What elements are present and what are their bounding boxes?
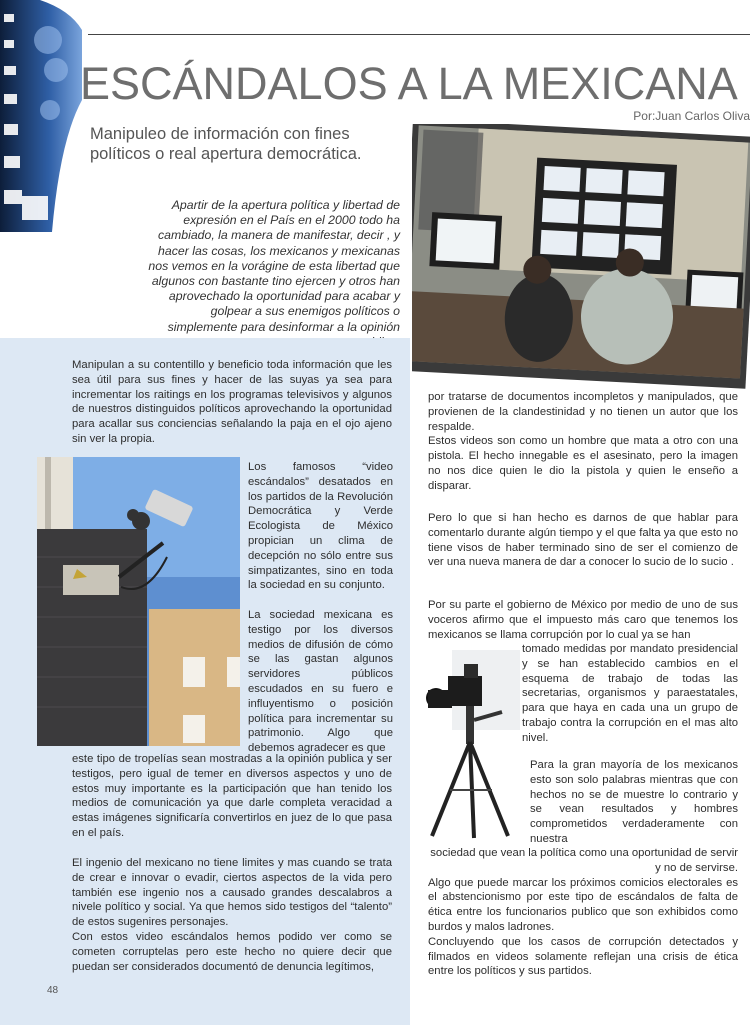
article-subtitle: Manipuleo de información con fines políticos o real apertura democrática. [90, 125, 362, 163]
top-rule [88, 34, 750, 35]
body-paragraph: tomado medidas por mandato presidencial y se han establecido cambios en el esquema de trabajo de todas las secretarias, organismos y paraestatales, para que haya en cada una un grupo de trabajo contra la corrupción en el mas alto nivel. [522, 643, 738, 744]
security-camera-photo [37, 457, 240, 746]
body-paragraph: este tipo de tropelías sean mostradas a la opinión publica y ser testigos, pero igual de temer en diversos aspectos y uno de estos muy importante es la participación que han tenido los medios de comunicación ya que darle completa veracidad a estas imágenes significaría convertirlos en juez de lo que pasa en el país. [72, 753, 392, 839]
body-paragraph: Pero lo que si han hecho es darnos de que hablar para comentarlo durante algún tiempo y el que falta ya que esto no tiene visos de haber terminado sino de ser el comienzo de ver una nueva manera de dar a conocer lo sucio de lo sucio . [428, 512, 738, 569]
body-paragraph: sociedad que vean la política como una oportunidad de servir y no de servirse. [430, 847, 738, 874]
body-paragraph: Por su parte el gobierno de México por medio de uno de sus voceros afirmo que el impuesto más caro que tenemos los mexicanos se llama corrupción por lo cual ya se han [428, 599, 738, 641]
body-paragraph: La sociedad mexicana es testigo por los diversos medios de difusión de cómo se las gastan algunos servidores públicos escudados en su fuero e influyentismo o posición política para incrementar su patrimonio. Algo que debemos agradecer es que [248, 609, 393, 755]
page-number: 48 [47, 985, 59, 996]
body-paragraph: Los famosos “video escándalos” desatados en los partidos de la Revolución Democrática y Verde Ecologista de México propician un clima de decepción no sólo entre sus simpatizantes, sino en toda la sociedad en su conjunto. [248, 461, 393, 592]
right-column-bottom [428, 846, 738, 979]
left-column-bottom [72, 856, 392, 974]
article-title: ESCÁNDALOS A LA MEXICANA [80, 58, 738, 109]
body-paragraph: Estos videos son como un hombre que mata a otro con una pistola. El hecho innegable es el asesinato, pero la imagen no nos dice quien le dio la pistola y quien le enseño a disparar. [428, 435, 738, 492]
tripod-camera-photo [422, 650, 520, 840]
control-room-photo [412, 124, 750, 392]
byline: Por:Juan Carlos Oliva [633, 109, 750, 123]
body-paragraph: Con estos video escándalos hemos podido ver como se cometen corruptelas pero este hecho no quiere decir que puedan ser considerados documentó de denuncia legítimos, [72, 930, 392, 973]
body-paragraph: Algo que puede marcar los próximos comicios electorales es el abstencionismo por este tipo de escándalos de falta de ética entre los funcionarios publico que son exhibidos como burdos y malos ladrones. [428, 876, 738, 933]
film-strip-graphic [0, 0, 82, 232]
body-paragraph: El ingenio del mexicano no tiene limites y mas cuando se trata de crear e innovar o evadir, ciertos aspectos de la vida pero también ese ingenio nos a causado grandes descalabros a nivele político y social. Ya que hemos sido testigos del “talento” de estos sugenires personajes. [72, 857, 392, 929]
intro-paragraph: Apartir de la apertura política y libertad de expresión en el País en el 2000 todo ha cambiado, la manera de manifestar, decir , y hacer las cosas, los mexicanos y mexicanas nos vemos en la vorágine de esta libertad que algunos con bastante tino ejercen y otros han aprovechado la oportunidad para acabar y golpear a sus enemigos políticos o simplemente para desinformar a la opinión [148, 198, 400, 334]
body-paragraph: Concluyendo que los casos de corrupción detectados y filmados en videos solamente reflejan una crisis de ética entre los políticos y sus partidos. [428, 935, 738, 978]
body-paragraph: por tratarse de documentos incompletos y manipulados, que provienen de la clandestinidad y no tienen un autor que los respalde. [428, 391, 738, 433]
body-paragraph: Manipulan a su contentillo y beneficio toda información que les sea útil para sus fines y hacer de las suyas ya sea para incrementar los raitings en los programas televisivos y algunos de nuestros distinguidos políticos aprovechando la oportunidad para acallar sus conciencias señalando la paja en el ojo ajeno sin ver la propia. [72, 359, 392, 445]
body-paragraph: Para la gran mayoría de los mexicanos esto son solo palabras mientras que con hechos no se de muestre lo contrario y se vean resultados y hombres comprometidos verdaderamente con nuestra [530, 759, 738, 845]
right-column-top [428, 390, 738, 494]
